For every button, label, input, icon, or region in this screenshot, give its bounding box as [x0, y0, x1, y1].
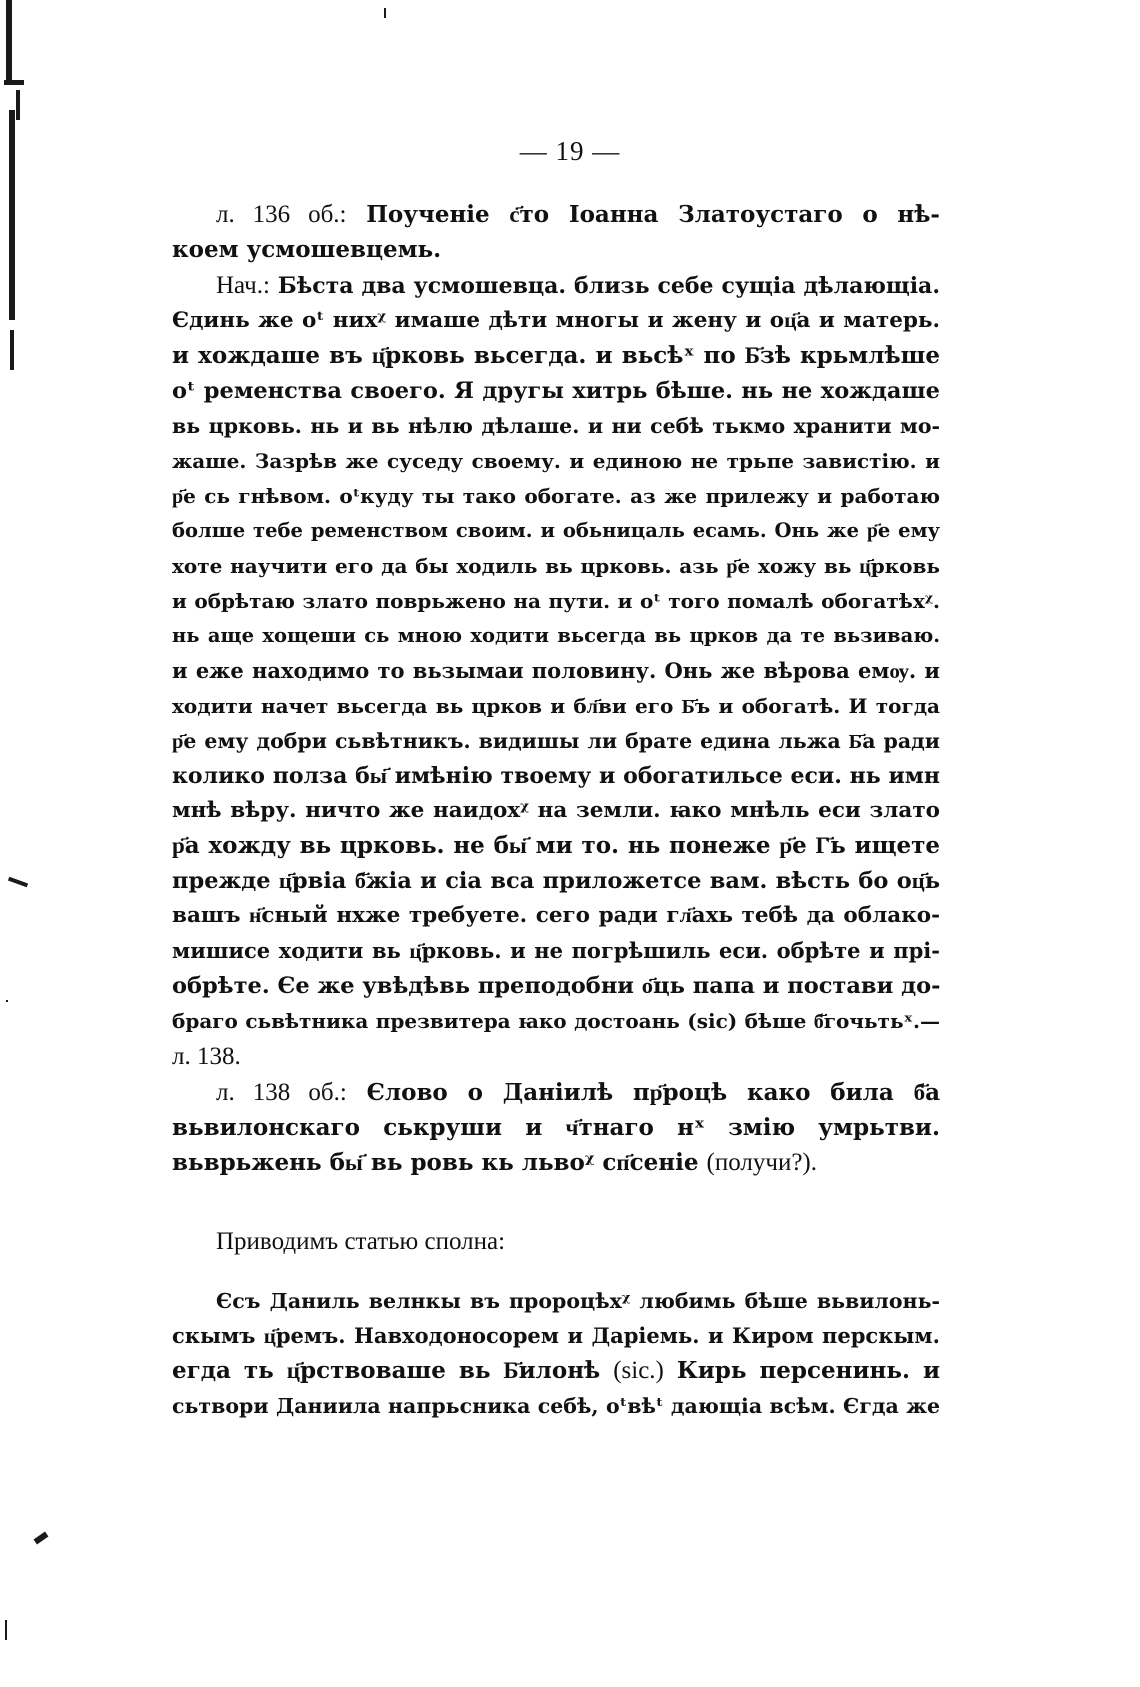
text-line: ходити начет вьсегда вь црков и бл҃ви его Б҃ъ и обогатѣ. И тогда [172, 694, 940, 718]
entry-title: Єлово о Даніилѣ пр҃роцѣ како била б҃а [366, 1079, 940, 1106]
text-line: оᵗ ременства своего. Я другы хитрь бѣше. нь не хождаше [172, 378, 940, 404]
text-line: р҃е ему добри сьвѣтникъ. видишы ли брате едина льжа Б҃а ради [172, 729, 940, 753]
text-line: и хождаше въ ц҃рковь вьсегда. и вьсѣˣ по Б҃зѣ крьмлѣше [172, 342, 940, 369]
editorial-note: (sic.) [613, 1357, 664, 1384]
folio-ref: л. 138 об.: [216, 1079, 347, 1106]
text-line: мишисе ходити вь ц҃рковь. и не погрѣшиль еси. обрѣте и прі- [172, 938, 940, 963]
text-line: мнѣ вѣру. ничто же наидохᵡ на земли. ꙗко мнѣль еси злато [172, 798, 940, 823]
text-line: вашъ н҃сный нхже требуете. сего ради гл҃ахь тебѣ да облако- [172, 903, 940, 928]
quote-line: скымъ ц҃ремъ. Навходоносорем и Даріемь. и Киром перскым. [172, 1323, 940, 1348]
text-line: колико полза бы҃ имѣнію твоему и обогатильсе еси. нь имн [172, 763, 940, 789]
text-line: р҃е сь гнѣвом. оᵗкуду ты тако обогате. аз же прилежу и работаю [172, 484, 940, 508]
entry-title: Поученіе с҃то Іоанна Златоустаго о нѣ- [366, 201, 940, 228]
text-line: болше тебе ременством своим. и обьницаль есамь. Онь же р҃е ему [172, 519, 940, 542]
quote-line: Єсъ Даниль велнкы въ пророцѣхᵡ любимь бѣше вьвилонь- [216, 1289, 940, 1313]
folio-ref: л. 136 об.: [216, 201, 347, 228]
text-line: Єдинь же оᵗ нихᵡ имаше дѣти многы и жену и оц҃а и матерь. [172, 308, 940, 333]
text-line: обрѣте. Єе же увѣдѣвь преподобни о҃ць папа и постави до- [172, 973, 941, 999]
entry-136-title-line: коем усмошевцемь. [172, 236, 442, 263]
folio-ref: л. 138. [172, 1043, 241, 1070]
text-line: нь аще хощеши сь мною ходити вьсегда вь црков да те вьзиваю. [172, 624, 940, 647]
text-line: и обрѣтаю злато поврьжено на пути. и оᵗ того помалѣ обогатѣхᵡ. [172, 589, 940, 613]
entry-138-title-line [172, 1076, 940, 1110]
quote-line: сьтвори Даниила напрьсника себѣ, оᵗвѣᵗ дающіа всѣм. Єгда же [172, 1394, 940, 1418]
text-line: прежде ц҃рвіа б҃жіа и сіа вса приложетсе вам. вѣсть бо оц҃ь [172, 868, 940, 894]
entry-138-title-line: вьврьжень бы҃ вь ровь кь львоᵡ сп҃сеніе (получи?). [172, 1149, 818, 1176]
entry-136-title-line [172, 198, 940, 232]
text-line: и еже находимо то вьзымаи половину. Онь же вѣрова емѹ. и [172, 658, 940, 683]
quote-line: егда ть ц҃рствоваше вь Б҃илонѣ (sic.) Кирь персенинь. и [172, 1357, 941, 1384]
text-line: Нач.: Бѣста два усмошевца. близь себе сущіа дѣлающіа. [216, 272, 940, 299]
entry-138-title-line: вьвилонскаго ськруши и ч҃тнаго нˣ змію умрьтви. [172, 1114, 940, 1141]
page-number: — 19 — [519, 136, 621, 166]
text-line: хоте научити его да бы ходиль вь црковь. азь р҃е хожу вь ц҃рковь [172, 554, 940, 578]
incipit-label: Нач.: [216, 272, 270, 299]
binding-edge [0, 0, 40, 1687]
text-line: жаше. Зазрѣв же суседу своему. и единою не трьпе завистію. и [172, 449, 940, 473]
intro-line: Приводимъ статью сполна: [216, 1228, 506, 1255]
text-line: браго сьвѣтника презвитера ꙗко достоань (sic) бѣше б҃гочьтьˣ.— [172, 1009, 940, 1033]
editorial-note: (получи?). [706, 1149, 818, 1176]
text-line: р҃а хожду вь црковь. не бы҃ ми то. нь понеже р҃е Г҃ь ищете [172, 832, 940, 859]
text-line: вь црковь. нь и вь нѣлю дѣлаше. и ни себѣ тькмо хранити мо- [172, 414, 940, 438]
